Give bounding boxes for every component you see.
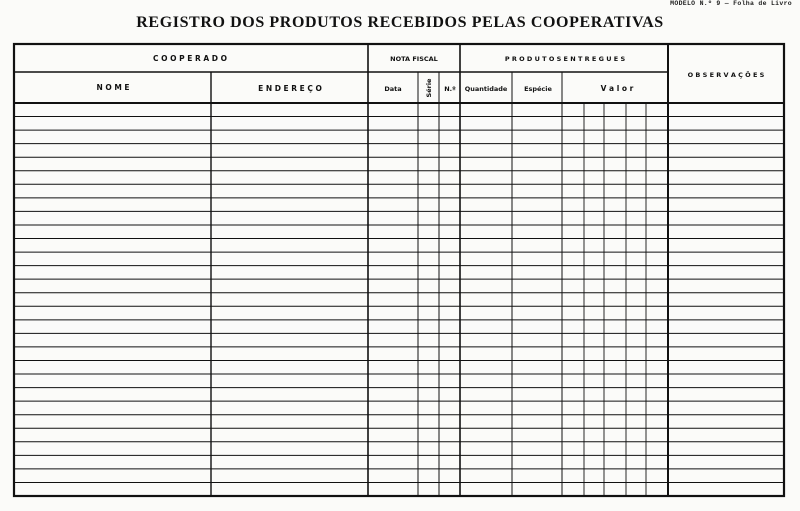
- header-serie: Série: [425, 78, 433, 98]
- header-cooperado: C O O P E R A D O: [153, 54, 227, 63]
- header-valor: V a l o r: [600, 84, 634, 93]
- header-quantidade: Quantidade: [464, 85, 508, 93]
- header-produtos-entregues: P R O D U T O S E N T R E G U E S: [504, 55, 626, 63]
- header-especie: Espécie: [524, 85, 552, 93]
- form-grid: [14, 44, 784, 496]
- header-data: Data: [384, 85, 402, 93]
- header-numero: N.º: [444, 85, 456, 93]
- header-endereco: E N D E R E Ç O: [258, 84, 322, 93]
- page-title: REGISTRO DOS PRODUTOS RECEBIDOS PELAS COOPERATIVAS: [136, 14, 664, 31]
- header-observacoes: O B S E R V A Ç Õ E S: [687, 71, 765, 79]
- model-reference: MODELO N.º 9 — Folha de Livro: [670, 0, 792, 7]
- header-nome: N O M E: [96, 83, 130, 92]
- header-nota-fiscal: NOTA FISCAL: [390, 55, 438, 63]
